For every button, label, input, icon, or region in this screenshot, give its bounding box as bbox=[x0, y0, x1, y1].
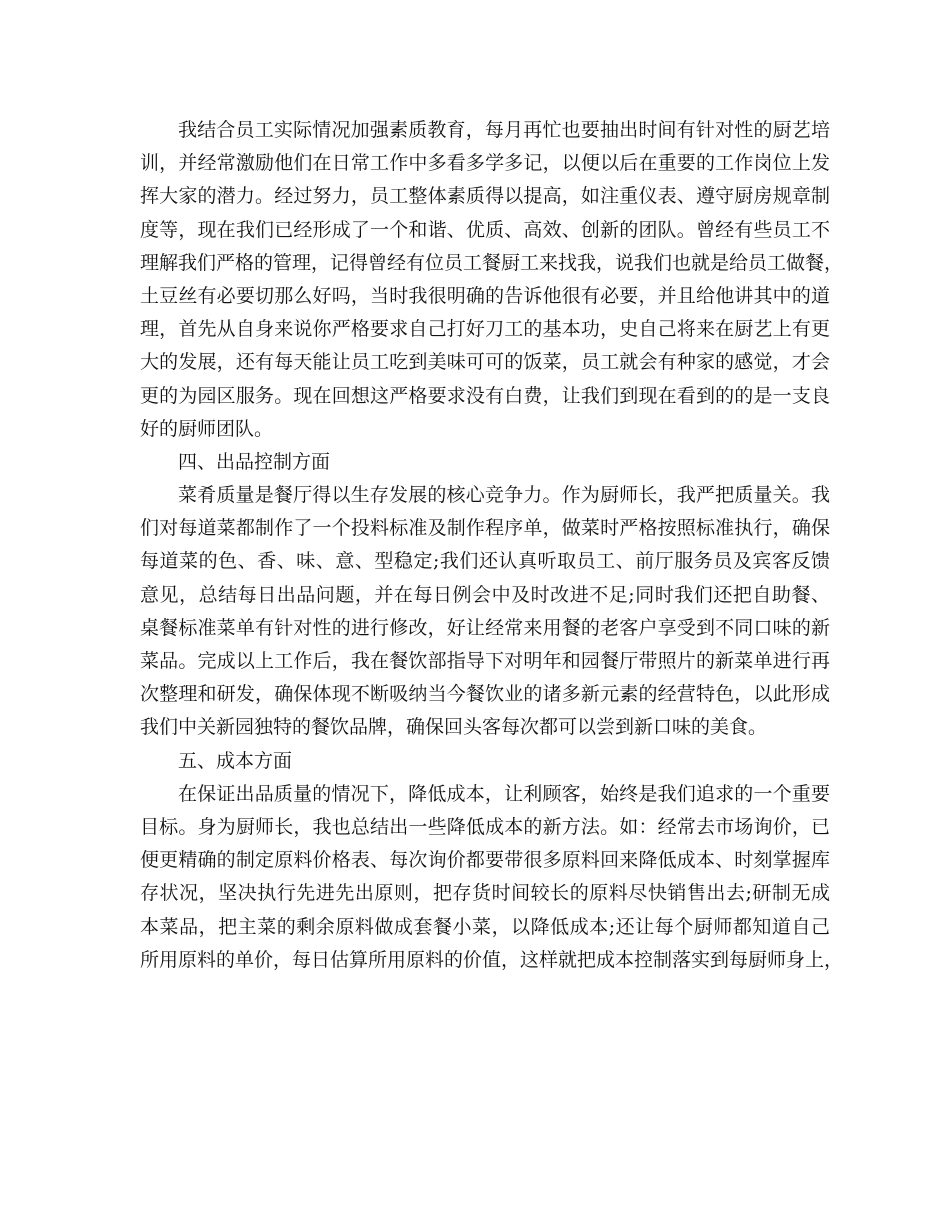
paragraph-cost bbox=[140, 778, 844, 977]
paragraph-staff-training bbox=[140, 114, 844, 446]
text-line: 土豆丝有必要切那么好吗，当时我很明确的告诉他很有必要，并且给他讲其中的道 bbox=[140, 284, 830, 307]
text-line: 在保证出品质量的情况下，降低成本，让利顾客，始终是我们追求的一个重要 bbox=[178, 782, 830, 805]
text-line: 目标。身为厨师长，我也总结出一些降低成本的新方法。如：经常去市场询价，已 bbox=[140, 815, 830, 838]
text-line: 我结合员工实际情况加强素质教育，每月再忙也要抽出时间有针对性的厨艺培 bbox=[178, 119, 830, 141]
document-body bbox=[140, 114, 844, 977]
text-line: 桌餐标准菜单有针对性的进行修改，好让经常来用餐的老客户享受到不同口味的新 bbox=[140, 616, 830, 639]
text-line: 便更精确的制定原料价格表、每次询价都要带很多原料回来降低成本、时刻掌握库 bbox=[140, 849, 830, 872]
text-line: 理解我们严格的管理，记得曾经有位员工餐厨工来找我，说我们也就是给员工做餐， bbox=[140, 251, 844, 274]
text-line: 挥大家的潜力。经过努力，员工整体素质得以提高，如注重仪表、遵守厨房规章制 bbox=[140, 185, 830, 208]
text-line: 理，首先从自身来说你严格要求自己打好刀工的基本功，史自己将来在厨艺上有更 bbox=[140, 318, 830, 341]
text-line: 度等，现在我们已经形成了一个和谐、优质、高效、创新的团队。曾经有些员工不 bbox=[140, 218, 830, 241]
text-line: 菜品。完成以上工作后，我在餐饮部指导下对明年和园餐厅带照片的新菜单进行再 bbox=[140, 650, 830, 672]
text-line: 所用原料的单价，每日估算所用原料的价值，这样就把成本控制落实到每厨师身上， bbox=[140, 948, 844, 971]
section-heading-quality-control: 四、出品控制方面 bbox=[178, 450, 331, 473]
text-line: 存状况，坚决执行先进先出原则，把存货时间较长的原料尽快销售出去;研制无成 bbox=[140, 882, 830, 905]
text-line: 意见，总结每日出品问题，并在每日例会中及时改进不足;同时我们还把自助餐、 bbox=[140, 583, 830, 606]
text-line: 们对每道菜都制作了一个投料标准及制作程序单，做菜时严格按照标准执行，确保 bbox=[140, 517, 830, 540]
text-line: 更的为园区服务。现在回想这严格要求没有白费，让我们到现在看到的的是一支良 bbox=[140, 384, 830, 407]
section-heading-cost: 五、成本方面 bbox=[178, 749, 293, 772]
text-line: 好的厨师团队。 bbox=[140, 417, 274, 440]
text-line: 本菜品，把主菜的剩余原料做成套餐小菜，以降低成本;还让每个厨师都知道自己 bbox=[140, 915, 830, 938]
text-line: 我们中关新园独特的餐饮品牌，确保回头客每次都可以尝到新口味的美食。 bbox=[140, 716, 768, 739]
text-line: 次整理和研发，确保体现不断吸纳当今餐饮业的诸多新元素的经营特色，以此形成 bbox=[140, 683, 830, 706]
paragraph-quality-control bbox=[140, 479, 830, 745]
text-line: 每道菜的色、香、味、意、型稳定;我们还认真听取员工、前厅服务员及宾客反馈 bbox=[140, 550, 830, 573]
text-line: 菜肴质量是餐厅得以生存发展的核心竞争力。作为厨师长，我严把质量关。我 bbox=[178, 484, 830, 507]
text-line: 大的发展，还有每天能让员工吃到美味可可的饭菜，员工就会有种家的感觉，才会 bbox=[140, 351, 830, 374]
text-line: 训，并经常激励他们在日常工作中多看多学多记，以便以后在重要的工作岗位上发 bbox=[140, 152, 830, 175]
